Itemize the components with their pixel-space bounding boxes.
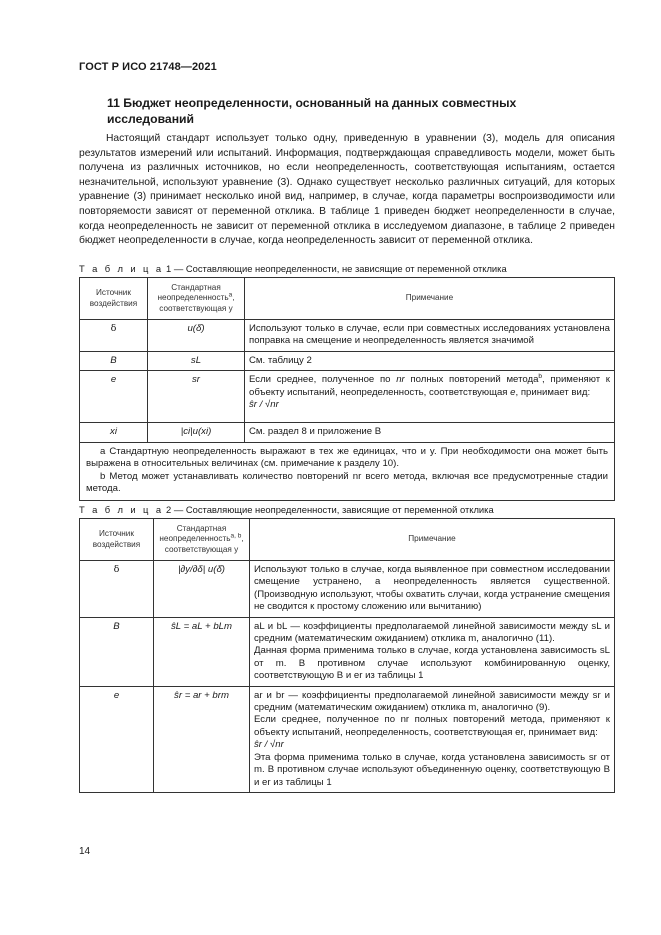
table2-header-note: Примечание bbox=[250, 519, 615, 561]
t2-unc-e: ŝr = ar + brm bbox=[154, 686, 250, 792]
t1-note-b: См. таблицу 2 bbox=[245, 351, 615, 370]
t1-source-xi: xi bbox=[80, 423, 148, 442]
t1-formula: ŝr / √nr bbox=[249, 399, 279, 411]
t1-source-e: e bbox=[80, 371, 148, 423]
t2-source-e: e bbox=[80, 686, 154, 792]
t2-note-e: ar и br — коэффициенты предполагаемой линейной зависимости между sr и средним (математическим ожиданием) отклика m, аналогично (9). Если среднее, полученное по nr полных повторений метода, применяют к объекту испытаний, неопределенность, соответствующая er, принимает вид: ŝr / √nr Эта форма применима только в случае, когда установлена зависимость sr от m. В противном случае используют объединенную оценку, соответствующую B и er из таблицы 1 bbox=[250, 686, 615, 792]
table1-footnote-cell bbox=[80, 442, 615, 500]
table2-header-row bbox=[80, 519, 615, 561]
t2-source-delta: δ bbox=[80, 561, 154, 618]
table2-header-source: Источник воздействия bbox=[80, 519, 154, 561]
table1-header-std-unc: Стандартная неопределенность$^a$, соответствующая y bbox=[148, 278, 245, 320]
table-row bbox=[80, 561, 615, 618]
table1-header-source: Источник воздействия bbox=[80, 278, 148, 320]
t1-source-b: B bbox=[80, 351, 148, 370]
table-row bbox=[80, 351, 615, 370]
standard-header: ГОСТ Р ИСО 21748—2021 bbox=[79, 61, 217, 73]
t2-source-b: B bbox=[80, 617, 154, 686]
table1-footnote-b: b Метод может устанавливать количество повторений nr всего метода, включая все предусмотренные стадии метода. bbox=[86, 470, 608, 495]
table-row bbox=[80, 686, 615, 792]
t1-note-delta: Используют только в случае, если при совместных исследованиях установлена поправка на смещение и неопределенность является значимой bbox=[245, 320, 615, 352]
table2 bbox=[79, 518, 615, 793]
page-number: 14 bbox=[79, 846, 91, 857]
table-row bbox=[80, 423, 615, 442]
t2-formula: ŝr / √nr bbox=[254, 739, 284, 751]
table1-caption bbox=[79, 263, 507, 274]
table-row bbox=[80, 320, 615, 352]
table2-caption bbox=[79, 504, 494, 515]
t1-unc-b: sL bbox=[148, 351, 245, 370]
t2-note-delta: Используют только в случае, когда выявленное при совместном исследовании смещение устранено, а неопределенность является существенной. (Производную используют, чтобы охватить случаи, когда устранение смещения не сводится к простому сложению или вычитанию) bbox=[250, 561, 615, 618]
table-row bbox=[80, 371, 615, 423]
table1-footnotes bbox=[80, 442, 615, 500]
section-paragraph bbox=[79, 132, 615, 249]
table-row bbox=[80, 617, 615, 686]
t1-note-xi: См. раздел 8 и приложение В bbox=[245, 423, 615, 442]
table2-header-std-unc: Стандартная неопределенность$^{a, b}$, соответствующая y bbox=[154, 519, 250, 561]
t1-source-delta: δ bbox=[80, 320, 148, 352]
table2-caption-label: Т а б л и ц а bbox=[79, 504, 164, 515]
table1-caption-text: 1 — Составляющие неопределенности, не зависящие от переменной отклика bbox=[166, 263, 507, 274]
table1-header-note: Примечание bbox=[245, 278, 615, 320]
section-title: 11 Бюджет неопределенности, основанный на данных совместных исследований bbox=[107, 96, 517, 126]
table2-caption-text: 2 — Составляющие неопределенности, зависящие от переменной отклика bbox=[166, 504, 494, 515]
t1-note-e: Если среднее, полученное по nr полных повторений метода$^b$, применяют к объекту испытаний, неопределенность, соответствующая e, принимает вид: ŝr / √nr bbox=[245, 371, 615, 423]
table1 bbox=[79, 277, 615, 501]
t1-unc-xi: |ci|u(xi) bbox=[148, 423, 245, 442]
table1-header-row bbox=[80, 278, 615, 320]
table1-footnote-a: a Стандартную неопределенность выражают в тех же единицах, что и y. При необходимости она может быть выражена в относительных величинах (см. примечание к разделу 10). bbox=[86, 445, 608, 470]
t2-unc-b: ŝL = aL + bLm bbox=[154, 617, 250, 686]
paragraph-text: Настоящий стандарт использует только одну, приведенную в уравнении (3), модель для описания результатов измерений или испытаний. Информация, подтверждающая справедливость модели, может быть получена из различных источников, но если неопределенность, соответствующая испытаниям, остается незначительной, используют уравнение (3). Однако существует несколько различных ситуаций, для которых уравнение (3) принимает несколько иной вид, например, в случае, когда параметры воспроизводимости или повторяемости зависят от переменной отклика. В таблице 1 приведен бюджет неопределенности в случае, когда неопределенность не зависит от переменной отклика в исследуемом диапазоне, в таблице 2 приведен бюджет неопределенности в случае, когда неопределенность зависит от переменной отклика. bbox=[79, 133, 615, 247]
t2-note-b: aL и bL — коэффициенты предполагаемой линейной зависимости между sL и средним (математическим ожиданием) отклика m, аналогично (11). Данная форма применима только в случае, когда установлена зависимость sL от m. В противном случае используют комбинированную оценку, соответствующую B и er из таблицы 1 bbox=[250, 617, 615, 686]
t2-unc-delta: |∂y/∂δ| u(δ̂) bbox=[154, 561, 250, 618]
t1-unc-delta: u(δ̂) bbox=[148, 320, 245, 352]
table1-caption-label: Т а б л и ц а bbox=[79, 263, 164, 274]
t1-unc-e: sr bbox=[148, 371, 245, 423]
